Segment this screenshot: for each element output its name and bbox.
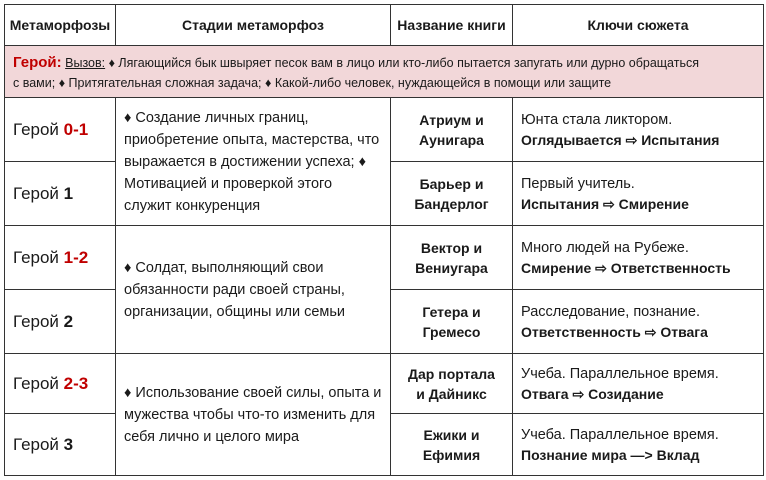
header-book-title: Название книги xyxy=(391,5,513,46)
book-cell: Атриум и Аунигара xyxy=(391,98,513,162)
table-row xyxy=(5,226,764,290)
book-cell: Ежики и Ефимия xyxy=(391,414,513,476)
metamorphosis-cell: Герой 1-2 xyxy=(5,226,116,290)
plot-key-cell: Расследование, познание. Ответственность ⇨ Отвага xyxy=(513,290,764,354)
call-text-line-2: с вами; ♦ Притягательная сложная задача; ♦ Какой-либо человек, нуждающейся в помощи или защите xyxy=(13,76,612,90)
hero-title: Герой: xyxy=(13,54,62,71)
plot-key-cell: Первый учитель. Испытания ⇨ Смирение xyxy=(513,162,764,226)
header-row xyxy=(5,5,764,46)
plot-key-cell: Учеба. Параллельное время. Отвага ⇨ Созидание xyxy=(513,354,764,414)
plot-key-cell: Много людей на Рубеже. Смирение ⇨ Ответственность xyxy=(513,226,764,290)
stage-cell: ♦ Создание личных границ, приобретение опыта, мастерства, что выражается в достижении успеха; ♦ Мотивацией и проверкой этого служит конкуренция xyxy=(116,98,391,226)
stage-cell: ♦ Солдат, выполняющий свои обязанности ради своей страны, организации, общины или семьи xyxy=(116,226,391,354)
metamorphosis-table xyxy=(4,4,764,476)
hero-call-row xyxy=(5,46,764,98)
plot-key-cell: Учеба. Параллельное время. Познание мира —> Вклад xyxy=(513,414,764,476)
hero-call-cell xyxy=(5,46,764,98)
table-row xyxy=(5,354,764,414)
call-text-line-1: ♦ Лягающийся бык швыряет песок вам в лицо или кто-либо пытается запугать или дурно обращаться xyxy=(105,56,699,70)
plot-key-cell: Юнта стала ликтором. Оглядывается ⇨ Испытания xyxy=(513,98,764,162)
table-row xyxy=(5,98,764,162)
stage-cell: ♦ Использование своей силы, опыта и мужества чтобы что-то изменить для себя лично и целого мира xyxy=(116,354,391,476)
call-label: Вызов: xyxy=(65,56,106,70)
metamorphosis-cell: Герой 1 xyxy=(5,162,116,226)
metamorphosis-cell: Герой 2 xyxy=(5,290,116,354)
metamorphosis-cell: Герой 3 xyxy=(5,414,116,476)
header-metamorphoses: Метаморфозы xyxy=(5,5,116,46)
metamorphosis-cell: Герой 0-1 xyxy=(5,98,116,162)
header-stages: Стадии метаморфоз xyxy=(116,5,391,46)
book-cell: Барьер и Бандерлог xyxy=(391,162,513,226)
book-cell: Гетера и Гремесо xyxy=(391,290,513,354)
metamorphosis-cell: Герой 2-3 xyxy=(5,354,116,414)
header-plot-keys: Ключи сюжета xyxy=(513,5,764,46)
book-cell: Вектор и Вениугара xyxy=(391,226,513,290)
book-cell: Дар портала и Дайникс xyxy=(391,354,513,414)
